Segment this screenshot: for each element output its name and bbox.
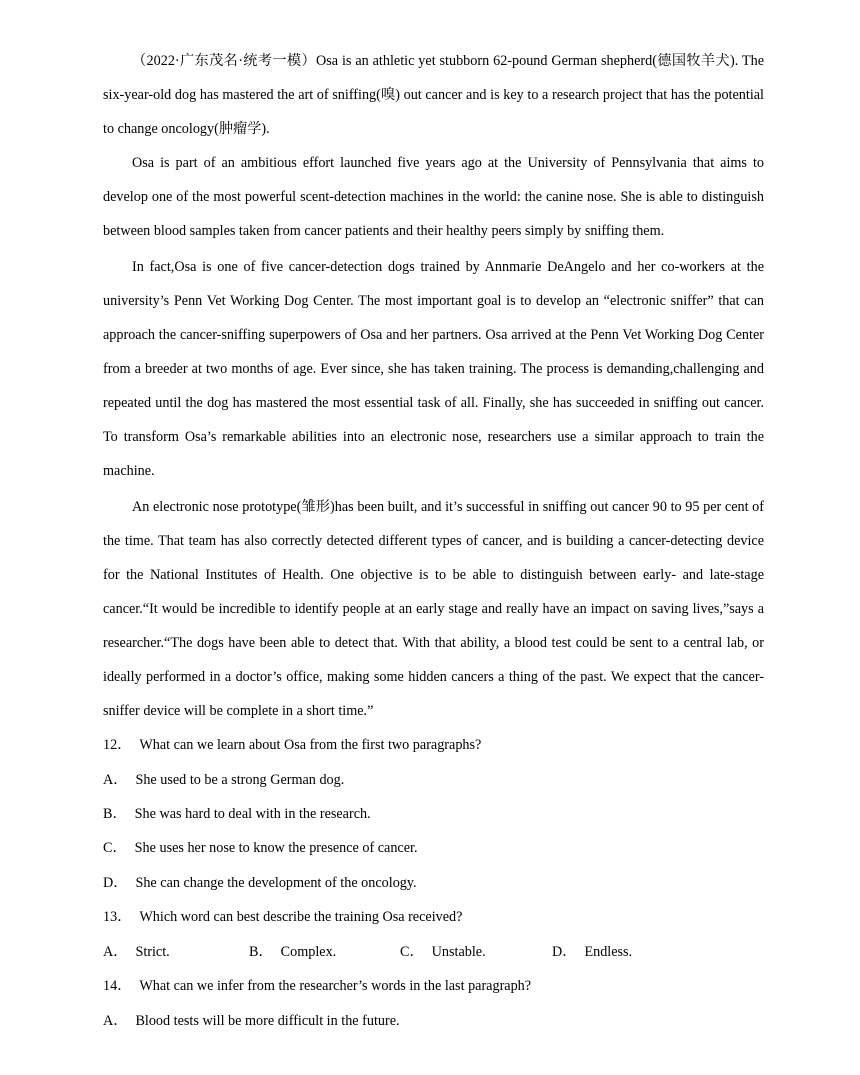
q13-options-row [103, 935, 764, 969]
q13-option-c [400, 935, 486, 969]
option-text: She used to be a strong German dog. [135, 772, 345, 788]
option-letter: A． [103, 1013, 128, 1029]
option-letter: C． [400, 944, 424, 960]
option-letter: B． [249, 944, 273, 960]
option-letter: A． [103, 944, 128, 960]
q12-option-d [103, 866, 764, 900]
question-text: What can we learn about Osa from the first two paragraphs? [139, 737, 482, 753]
option-text: Complex. [280, 944, 337, 960]
option-letter: B． [103, 806, 127, 822]
option-text: She uses her nose to know the presence of cancer. [134, 840, 418, 856]
question-number: 14． [103, 978, 132, 994]
q12-option-c [103, 831, 764, 865]
question-12 [103, 728, 764, 762]
q13-option-b [249, 935, 336, 969]
passage-paragraph-3: In fact,Osa is one of five cancer-detection dogs trained by Annmarie DeAngelo and her co-workers at the university’s Penn Vet Working Dog Center. The most important goal is to develop an “electronic sniffer” that can approach the cancer-sniffing superpowers of Osa and her partners. Osa arrived at the Penn Vet Working Dog Center from a breeder at two months of age. Ever since, she has taken training. The process is demanding,challenging and repeated until the dog has mastered the most essential task of all. Finally, she has succeeded in sniffing out cancer. To transform Osa’s remarkable abilities into an electronic nose, researchers use a similar approach to train the machine. [103, 259, 764, 479]
option-letter: D． [552, 944, 577, 960]
passage-paragraph-1: （2022·广东茂名·统考一模）Osa is an athletic yet stubborn 62-pound German shepherd(德国牧羊犬). The six-year-old dog has mastered the art of sniffing(嗅) out cancer and is key to a research project that has the potential to change oncology(肿瘤学). [103, 53, 764, 137]
question-13 [103, 900, 764, 934]
q13-option-a [103, 935, 170, 969]
option-letter: C． [103, 840, 127, 856]
passage-paragraph-2: Osa is part of an ambitious effort launched five years ago at the University of Pennsylvania that aims to develop one of the most powerful scent-detection machines in the world: the canine nose. She is able to distinguish between blood samples taken from cancer patients and their healthy peers simply by sniffing them. [103, 155, 764, 239]
question-number: 13． [103, 909, 132, 925]
question-text: What can we infer from the researcher’s words in the last paragraph? [139, 978, 532, 994]
question-number: 12． [103, 737, 132, 753]
option-letter: D． [103, 875, 128, 891]
q12-option-a [103, 763, 764, 797]
option-text: Unstable. [431, 944, 486, 960]
option-text: She can change the development of the oncology. [135, 875, 417, 891]
q13-option-d [552, 935, 632, 969]
option-text: She was hard to deal with in the research. [134, 806, 371, 822]
question-14 [103, 969, 764, 1003]
question-text: Which word can best describe the training Osa received? [139, 909, 463, 925]
option-text: Strict. [135, 944, 170, 960]
q12-option-b [103, 797, 764, 831]
q14-option-a [103, 1004, 764, 1038]
passage-paragraph-4: An electronic nose prototype(雏形)has been built, and it’s successful in sniffing out cancer 90 to 95 per cent of the time. That team has also correctly detected different types of cancer, and is building a cancer-detecting device for the National Institutes of Health. One objective is to be able to distinguish between early- and late-stage cancer.“It would be incredible to identify people at an early stage and really have an impact on saving lives,”says a researcher.“The dogs have been able to detect that. With that ability, a blood test could be sent to a central lab, or ideally performed in a doctor’s office, making some hidden cancers a thing of the past. We expect that the cancer-sniffer device will be complete in a short time.” [103, 499, 764, 719]
option-letter: A． [103, 772, 128, 788]
option-text: Endless. [584, 944, 633, 960]
option-text: Blood tests will be more difficult in the future. [135, 1013, 400, 1029]
